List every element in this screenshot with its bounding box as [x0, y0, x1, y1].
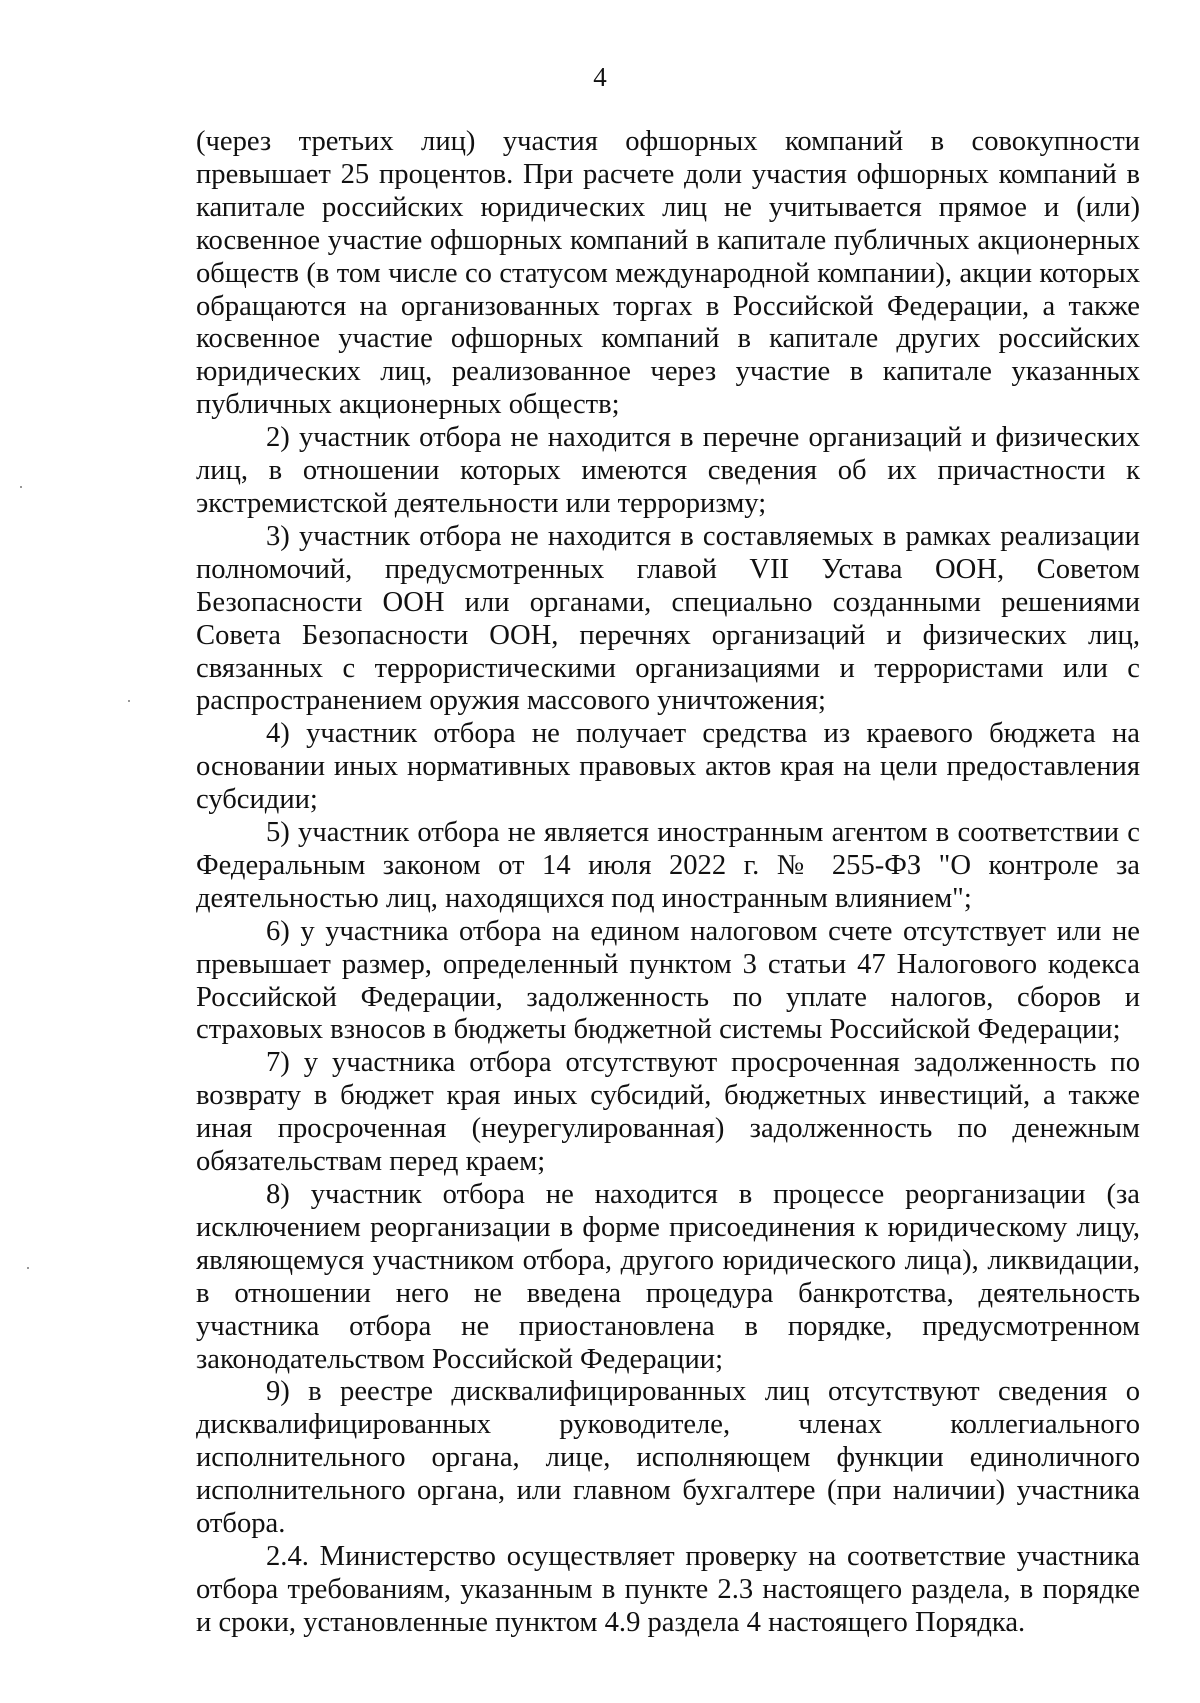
scan-speck — [27, 1267, 29, 1269]
paragraph-item-3: 3) участник отбора не находится в составляемых в рамках реализации полномочий, предусмотренных главой VII Устава ООН, Советом Безопасности ООН или органами, специально созданными решениями Совета Безопасности ООН, перечнях организаций и физических лиц, связанных с террористическими организациями и террористами или с распространением оружия массового уничтожения; — [196, 520, 1140, 717]
paragraph-item-8: 8) участник отбора не находится в процессе реорганизации (за исключением реорганизации в форме присоединения к юридическому лицу, являющемуся участником отбора, другого юридического лица), ликвидации, в отношении него не введена процедура банкротства, деятельность участника отбора не приостановлена в порядке, предусмотренном законодательством Российской Федерации; — [196, 1179, 1140, 1375]
paragraph-item-7: 7) у участника отбора отсутствуют просроченная задолженность по возврату в бюджет края иных субсидий, бюджетных инвестиций, а также иная просроченная (неурегулированная) задолженность по денежным обязательствам перед краем; — [196, 1047, 1140, 1178]
scan-speck — [128, 700, 130, 702]
paragraph-section-2-4: 2.4. Министерство осуществляет проверку на соответствие участника отбора требованиям, указанным в пункте 2.3 настоящего раздела, в порядке и сроки, установленные пунктом 4.9 раздела 4 настоящего Порядка. — [196, 1540, 1140, 1638]
scan-speck — [20, 486, 22, 488]
document-body — [196, 126, 1140, 1640]
paragraph-item-2: 2) участник отбора не находится в перечне организаций и физических лиц, в отношении которых имеются сведения об их причастности к экстремистской деятельности или терроризму; — [196, 422, 1140, 519]
paragraph-item-6: 6) у участника отбора на едином налоговом счете отсутствует или не превышает размер, определенный пунктом 3 статьи 47 Налогового кодекса Российской Федерации, задолженность по уплате налогов, сборов и страховых взносов в бюджеты бюджетной системы Российской Федерации; — [196, 915, 1140, 1046]
paragraph-item-9: 9) в реестре дисквалифицированных лиц отсутствуют сведения о дисквалифицированных руководителе, членах коллегиального исполнительного органа, лице, исполняющем функции единоличного исполнительного органа, или главном бухгалтере (при наличии) участника отбора. — [196, 1376, 1140, 1540]
paragraph-item-5: 5) участник отбора не является иностранным агентом в соответствии с Федеральным законом от 14 июля 2022 г. № 255-ФЗ "О контроле за деятельностью лиц, находящихся под иностранным влиянием"; — [196, 817, 1140, 914]
paragraph-item-4: 4) участник отбора не получает средства из краевого бюджета на основании иных нормативных правовых актов края на цели предоставления субсидии; — [196, 718, 1140, 816]
paragraph-offshore-participation: (через третьих лиц) участия офшорных компаний в совокупности превышает 25 процентов. При расчете доли участия офшорных компаний в капитале российских юридических лиц не учитывается прямое и (или) косвенное участие офшорных компаний в капитале публичных акционерных обществ (в том числе со статусом международной компании), акции которых обращаются на организованных торгах в Российской Федерации, а также косвенное участие офшорных компаний в капитале других российских юридических лиц, реализованное через участие в капитале указанных публичных акционерных обществ; — [196, 126, 1140, 421]
page-number: 4 — [593, 62, 607, 92]
